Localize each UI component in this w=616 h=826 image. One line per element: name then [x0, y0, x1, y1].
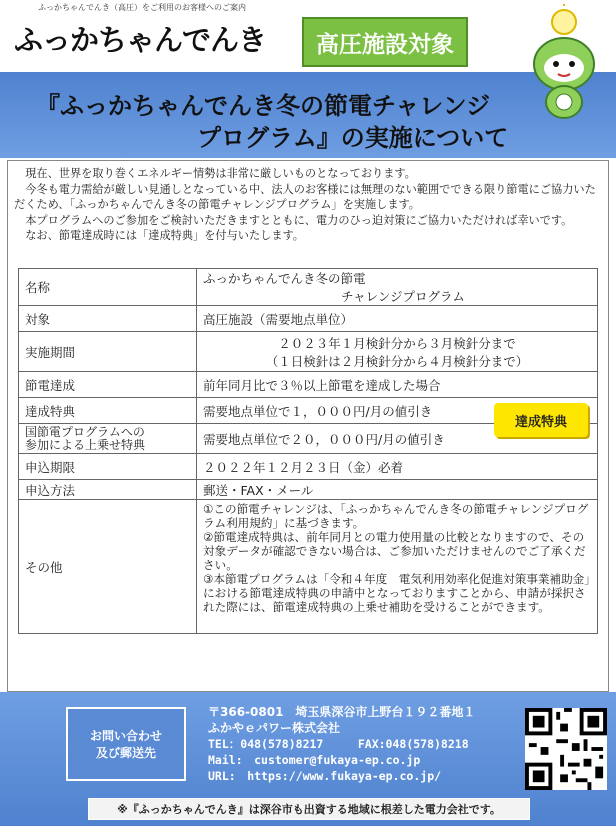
row-value: 郵送・FAX・メール [197, 480, 598, 500]
row-value [197, 332, 598, 372]
address-block [208, 704, 475, 784]
row-label: 実施期間 [19, 332, 197, 372]
qr-code-image[interactable] [525, 708, 607, 790]
table-row [19, 332, 598, 372]
row-value: 前年同月比で３％以上節電を達成した場合 [197, 372, 598, 398]
national-label-line: 国節電プログラムへの [25, 424, 145, 439]
company-name: ふかやｅパワー株式会社 [208, 721, 341, 735]
row-label: 申込期限 [19, 454, 197, 480]
row-label: 名称 [19, 269, 197, 306]
period-value-line: （１日検針は２月検針分から４月検針分まで） [265, 353, 529, 369]
postal-address: 〒366-0801 埼玉県深谷市上野台１９２番地１ [208, 705, 476, 719]
row-value [197, 500, 598, 634]
table-row [19, 480, 598, 500]
intro-paragraph: 今冬も電力需給が厳しい見通しとなっている中、法人のお客様には無理のない範囲でできる限り節電にご協力いただくため、「ふっかちゃんでんき冬の節電チャレンジプログラム」を実施します。 [14, 182, 596, 211]
tel-fax: TEL：048(578)8217 FAX:048(578)8218 [208, 737, 469, 751]
name-value-line: チャレンジプログラム [341, 289, 465, 304]
note-item: ①この節電チャレンジは、「ふっかちゃんでんき冬の節電チャレンジプログラム利用規約」に基づきます。 [203, 502, 589, 530]
note-item: ③本節電プログラムは「令和４年度 電気利用効率化促進対策事業補助金」における節電達成特典の申請中となっておりますことから、申請が採択された際には、節電達成特典の上乗せ補助を受けることができます。 [203, 572, 591, 614]
title-line-2: プログラム』の実施について [197, 124, 509, 152]
row-value: 需要地点単位で１，０００円/月の値引き [197, 398, 598, 424]
row-label: 達成特典 [19, 398, 197, 424]
intro-text [14, 166, 604, 244]
email-link[interactable]: Mail: customer@fukaya-ep.co.jp [208, 753, 421, 767]
row-value [197, 269, 598, 306]
row-label: 節電達成 [19, 372, 197, 398]
row-label: その他 [19, 500, 197, 634]
table-row [19, 372, 598, 398]
top-note: ふっかちゃんでんき（高圧）をご利用のお客様へのご案内 [38, 3, 246, 12]
brand-logo: ふっかちゃんでんき [14, 23, 267, 57]
intro-paragraph: 本プログラムへのご参加をご検討いただきますとともに、電力のひっ迫対策にご協力いただければ幸いです。 [14, 213, 573, 227]
table-row [19, 269, 598, 306]
row-value: 高圧施設（需要地点単位） [197, 306, 598, 332]
bottom-note: ※『ふっかちゃんでんき』は深谷市も出資する地域に根差した電力会社です。 [88, 798, 530, 820]
row-label: 申込方法 [19, 480, 197, 500]
table-row [19, 306, 598, 332]
national-label-line: 参加による上乗せ特典 [25, 437, 146, 452]
row-value: 需要地点単位で２０，０００円/月の値引き [197, 424, 598, 454]
mascot-image [516, 4, 612, 122]
target-badge: 高圧施設対象 [302, 17, 468, 67]
contact-box [66, 707, 186, 781]
row-label: 対象 [19, 306, 197, 332]
name-value-line: ふっかちゃんでんき冬の節電 [203, 271, 366, 286]
website-link[interactable]: URL: https://www.fukaya-ep.co.jp/ [208, 769, 442, 783]
title-line-1: 『ふっかちゃんでんき冬の節電チャレンジ [36, 92, 491, 120]
note-item: ②節電達成特典は、前年同月との電力使用量の比較となりますので、その対象データが確認できない場合は、ご参加いただけませんのでご了承ください。 [203, 530, 586, 572]
intro-paragraph: なお、節電達成時には「達成特典」を付与いたします。 [14, 229, 304, 242]
row-label [19, 424, 197, 454]
contact-label: お問い合わせ [89, 729, 162, 743]
table-row [19, 500, 598, 634]
period-value-line: ２０２３年１月検針分から３月検針分まで [278, 335, 516, 351]
row-value: ２０２２年１２月２３日（金）必着 [197, 454, 598, 480]
table-row [19, 454, 598, 480]
intro-paragraph: 現在、世界を取り巻くエネルギー情勢は非常に厳しいものとなっております。 [14, 167, 416, 180]
contact-label: 及び郵送先 [95, 746, 156, 760]
benefit-tag: 達成特典 [494, 403, 588, 437]
program-info-table [18, 268, 598, 634]
